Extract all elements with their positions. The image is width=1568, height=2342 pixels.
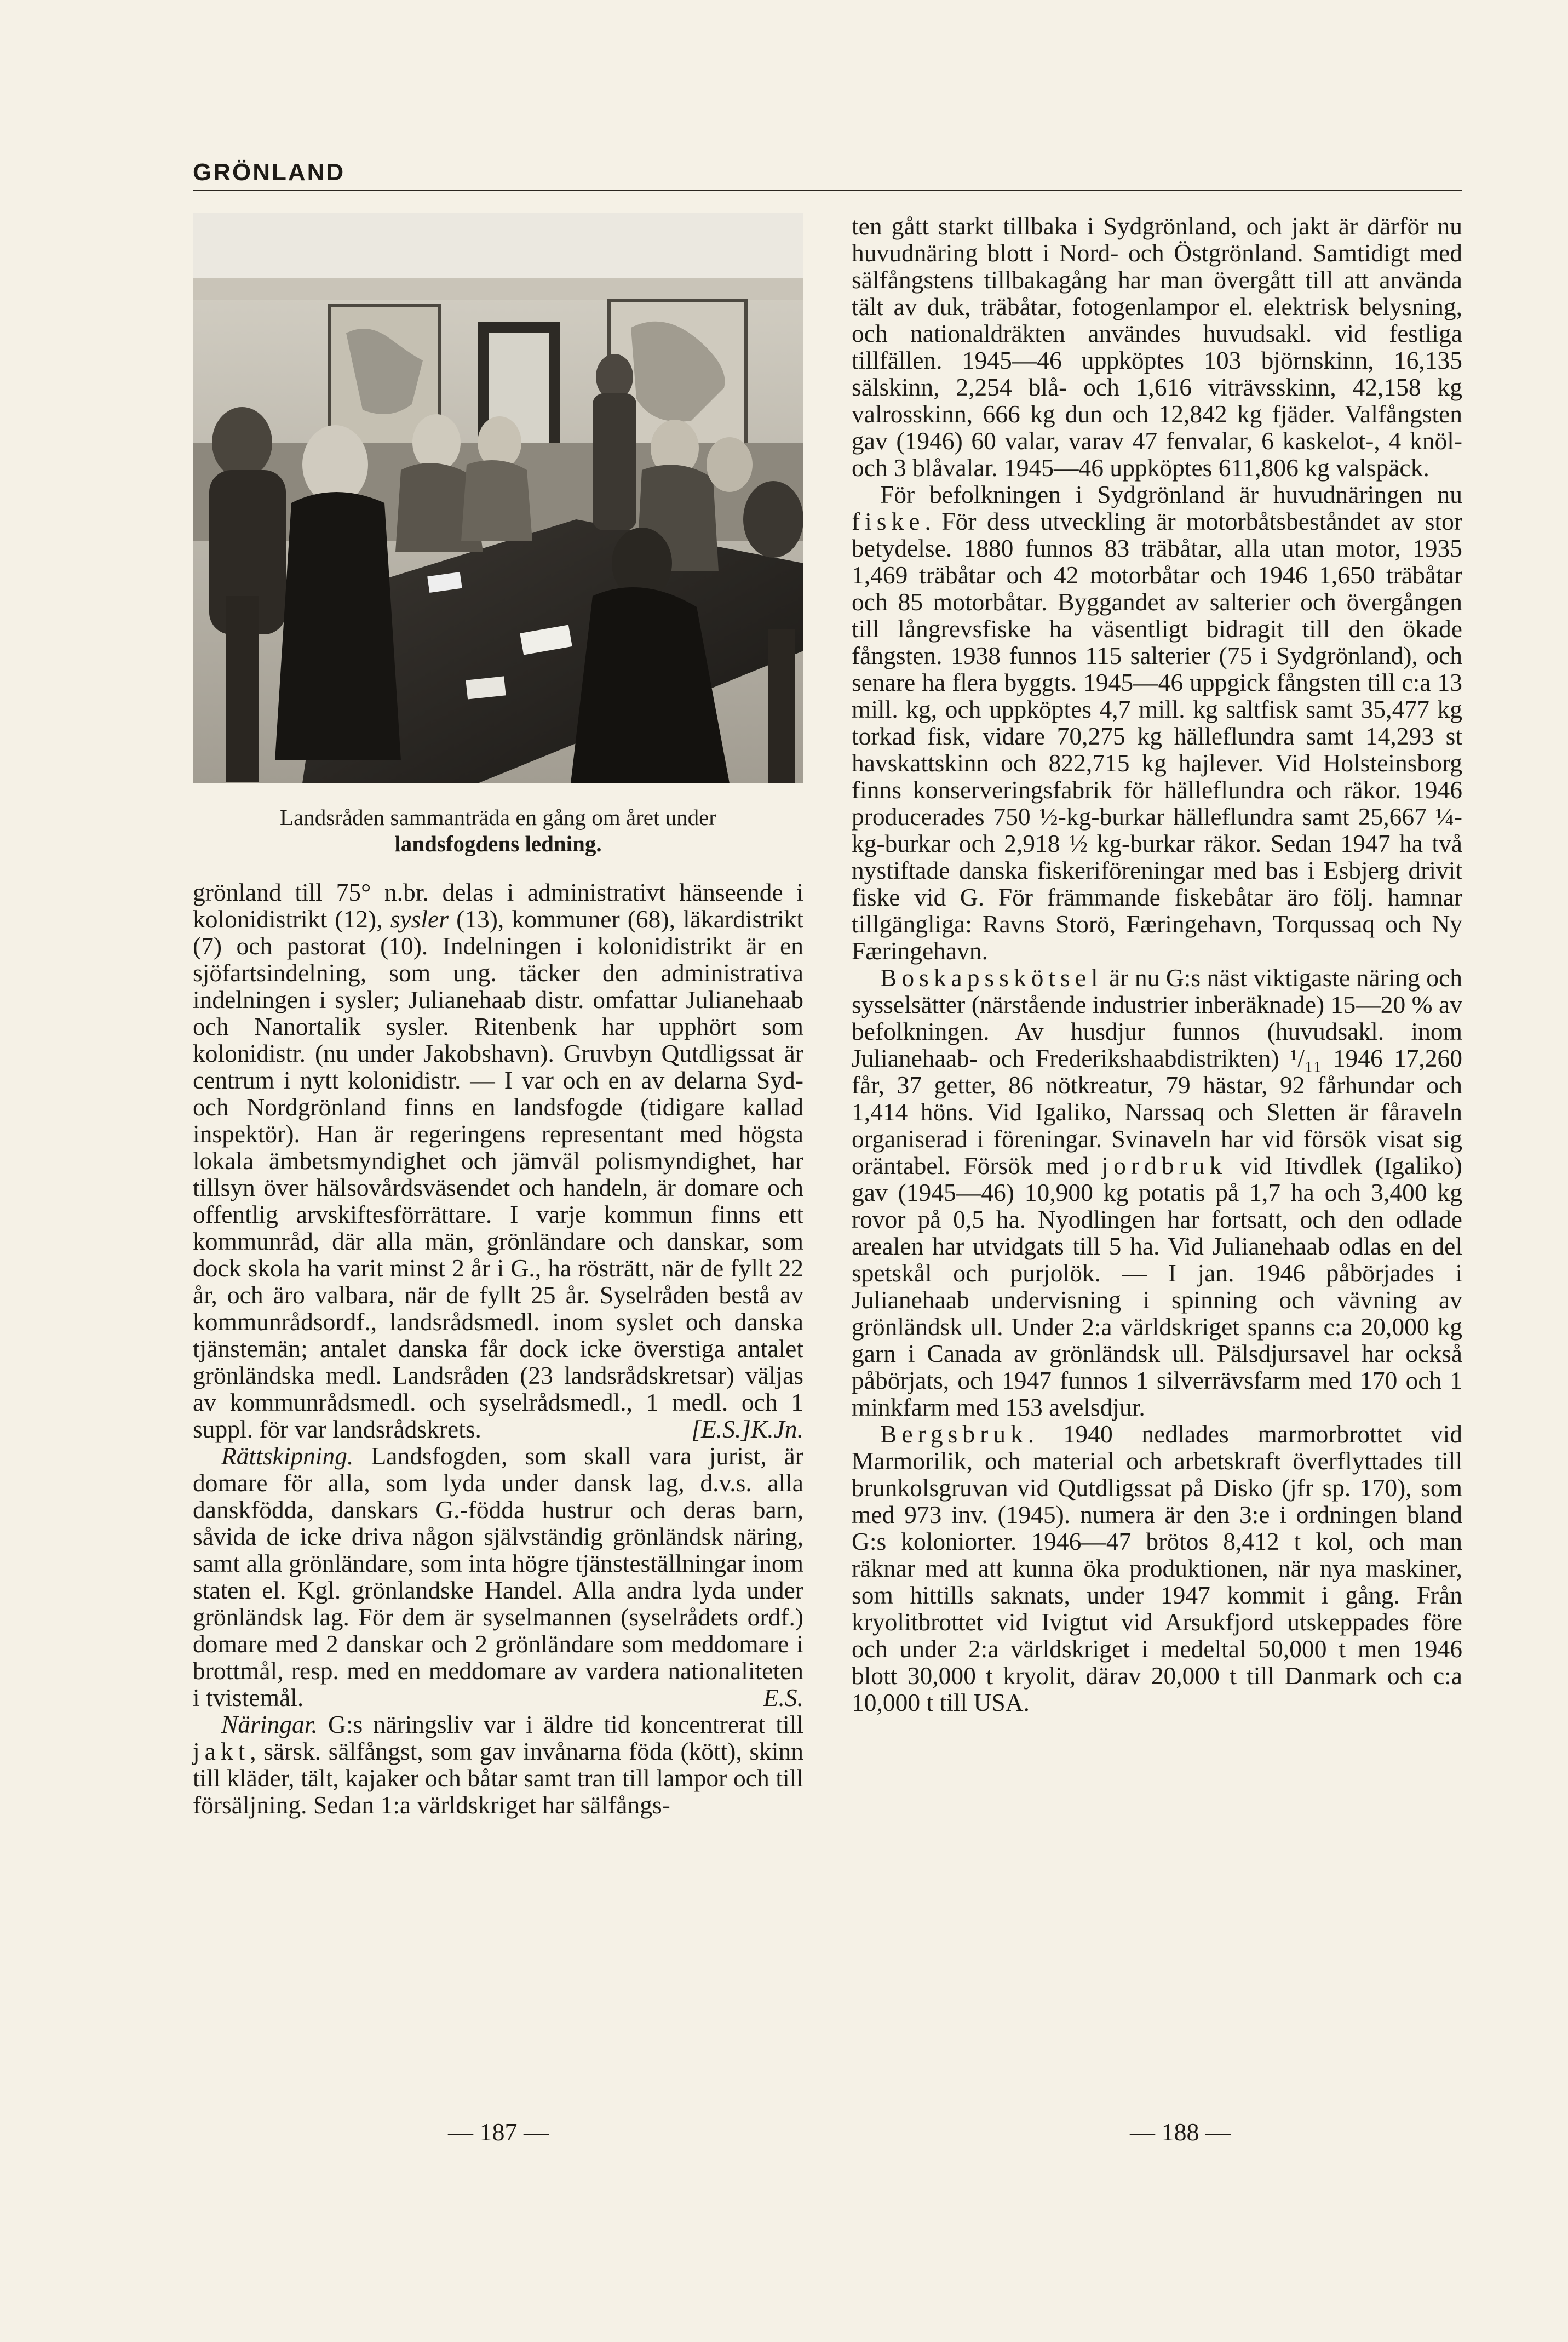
jordbruk-term: jordbruk: [1101, 1152, 1227, 1179]
paragraph-salfangst: ten gått starkt tillbaka i Sydgrönland, och jakt är därför nu huvudnäring blott i Nord- och Östgrönland. Samtidigt med sälfångstens tillbakagång har man övergått till att använda tält av duk, träbåtar, fotogenlampor el. elektrisk belysning, och nationaldräkten användes huvudsakl. vid festliga tillfällen. 1945—46 uppköptes 103 björnskinn, 16,135 sälskinn, 2,254 blå- och 1,616 viträvsskinn, 42,158 kg valrosskinn, 666 kg dun och 12,842 kg fjäder. Valfångsten gav (1946) 60 valar, varav 47 fenvalar, 6 kaskelot-, 4 knöl- och 3 blåvalar. 1945—46 uppköptes 611,806 kg valspäck.: [852, 212, 1462, 482]
page-number-right: — 188 —: [1130, 2118, 1231, 2146]
jakt-term: jakt: [193, 1737, 250, 1765]
boskapsskotsel-text-cont: vid Itivdlek (Igaliko) gav (1945—46) 10,900 kg potatis på 1,7 ha och 3,400 kg rovor på 0,5 ha. Nyodlingen har fortsatt, och den odlade arealen har utvidgats till 5 ha. Vid Julianehaab odlas en del spetskål och purjolök. — I jan. 1946 påbörjades i Julianehaab undervisning i spinning och vävning av grönländsk ull. Under 2:a världskriget spanns c:a 20,000 kg garn i Canada av grönländsk ull. Pälsdjursavel har också påbörjats, och 1947 funnos 1 silverrävsfarm med 170 och 1 minkfarm med 153 avelsdjur.: [852, 1152, 1462, 1421]
header-rule: [193, 190, 1462, 191]
meeting-photo: [193, 213, 803, 783]
page-number-left: — 187 —: [448, 2118, 549, 2146]
rattskipning-text: Landsfogden, som skall vara jurist, är domare för alla, som lyda under dansk lag, d.v.s. alla danskfödda, danskars G.-födda hustrur och deras barn, såvida de icke driva någon självständig grönländsk näring, samt alla grönländare, som inta högre tjänsteställningar inom staten el. Kgl. grönlandske Handel. Alla andra lyda under grönländsk lag. För dem är syselmannen (syselrådets ordf.) domare med 2 danskar och 2 grönländare som meddomare i brottmål, resp. med en meddomare av vardera nationaliteten i tvistemål.: [193, 1442, 803, 1711]
administration-text-cont: (13), kommuner (68), läkardistrikt (7) och pastorat (10). Indelningen i kolonidistrikt är en sjöfartsindelning, som ung. täcker den administrativa indelningen i sysler; Julianehaab distr. omfattar Julianehaab och Nanortalik sysler. Ritenbenk har upphört som kolonidistr. (nu under Jakobshavn). Gruvbyn Qutdligssat är centrum i nytt kolonidistr. — I var och en av delarna Syd- och Nordgrönland finns en landsfogde (tidigare kallad inspektör). Han är regeringens representant med högsta lokala ämbetsmyndighet och jämväl polismyndighet, har tillsyn över hälsovårdsväsendet och handeln, är domare och offentlig arvskiftesförrättare. I varje kommun finns ett kommunråd, där alla män, grönländare och danskar, som dock skola ha varit minst 2 år i G., ha rösträtt, när de fyllt 22 år, och äro valbara, när de fyllt 25 år. Syselråden bestå av kommunrådsordf., landsrådsmedl. inom syslet och danska tjänstemän; antalet danska får dock icke överstiga antalet grönländska medl. Landsråden (23 landsrådskretsar) väljas av kommunrådsmedl. och syselrådsmedl., 1 medl. och 1 suppl. för var landsrådskrets.: [193, 905, 803, 1443]
boskapsskotsel-text: är nu G:s näst viktigaste näring och sysselsätter (närstående industrier inberäknade) 15—20 % av befolkningen. Av husdjur funnos (huvudsakl. inom Julianehaab- och Frederikshaabdistrikten) ¹/₁₁ 1946 17,260 får, 37 getter, 86 nötkreatur, 79 hästar, 92 fårhundar och 1,414 höns. Vid Igaliko, Narssaq och Sletten är fåraveln organiserad i föreningar. Svinaveln har vid försök visat sig oräntabel. Försök med: [852, 964, 1462, 1179]
fiske-text: För befolkningen i Sydgrönland är huvudnäringen nu: [880, 480, 1462, 508]
paragraph-administration: [193, 879, 803, 1442]
naringar-text: G:s näringsliv var i äldre tid koncentrerat till: [317, 1710, 803, 1738]
meeting-photo-image: [193, 213, 803, 783]
fiske-text-cont: . För dess utveckling är motorbåtsbeståndet av stor betydelse. 1880 funnos 83 träbåtar, alla utan motor, 1935 1,469 träbåtar och 42 motorbåtar och 1946 1,650 träbåtar och 85 motorbåtar. Byggandet av salterier och övergången till långrevsfiske ha väsentligt bidragit till den ökade fångsten. 1938 funnos 115 salterier (75 i Sydgrönland), och senare ha flera byggts. 1945—46 uppgick fångsten till c:a 13 mill. kg, och uppköptes 4,7 mill. kg saltfisk samt 35,477 kg torkad fisk, vidare 70,275 kg hälleflundra samt 14,293 st havskattskinn och 822,715 kg hajlever. Vid Holsteinsborg finns konserveringsfabrik för hälleflundra och räkor. 1946 producerades 750 ½-kg-burkar hälleflundra samt 25,667 ¼-kg-burkar och 2,918 ½ kg-burkar räkor. Sedan 1947 ha två nystiftade danska fiskeriföreningar med bas i Esbjerg drivit fiske vid G. För främmande fiskebåtar äro följ. hamnar tillgängliga: Ravns Storö, Færingehavn, Torqussaq och Ny Færingehavn.: [852, 507, 1462, 965]
sysler-term: sysler: [390, 905, 449, 933]
naringar-heading: Näringar.: [221, 1710, 318, 1738]
author-signature-1: [E.S.]K.Jn.: [691, 1415, 803, 1443]
caption-line-2: landsfogdens ledning.: [394, 831, 602, 856]
paragraph-bergsbruk: [852, 1421, 1462, 1716]
naringar-text-cont: , särsk. sälfångst, som gav invånarna föda (kött), skinn till kläder, tält, kajaker och båtar samt tran till lampor och till försäljning. Sedan 1:a världskriget har sälfångs-: [193, 1737, 803, 1819]
paragraph-rattskipning: [193, 1442, 803, 1711]
paragraph-fiske: [852, 481, 1462, 964]
caption-line-1: Landsråden sammanträda en gång om året under: [280, 805, 716, 830]
photo-caption: [193, 804, 803, 857]
bergsbruk-text: . 1940 nedlades marmorbrottet vid Marmorilik, och material och arbetskraft överflyttades till brunkolsgruvan vid Qutdligssat på Disko (jfr sp. 170), som med 973 inv. (1945). numera är den 3:e i ordningen bland G:s koloniorter. 1946—47 brötos 8,412 t kol, och man räknar med att kunna öka produktionen, när nya maskiner, som hittills saknats, under 1947 kommit i gång. Från kryolitbrottet vid Ivigtut vid Arsukfjord utskeppades före och under 2:a världskriget i medeltal 50,000 t men 1946 blott 30,000 t kryolit, därav 20,000 t till Danmark och c:a 10,000 t till USA.: [852, 1420, 1462, 1716]
administration-text: grönland till 75° n.br. delas i administrativt hänseende i kolonidistrikt (12),: [193, 878, 803, 933]
rattskipning-heading: Rättskipning.: [221, 1442, 354, 1470]
paragraph-boskapsskotsel: [852, 964, 1462, 1421]
fiske-term: fiske: [852, 507, 925, 535]
boskapsskotsel-heading: Boskapsskötsel: [880, 964, 1103, 992]
bergsbruk-heading: Bergsbruk: [880, 1420, 1028, 1448]
left-column: [193, 213, 803, 1818]
running-header: GRÖNLAND: [193, 159, 346, 186]
paragraph-naringar: [193, 1711, 803, 1818]
right-column: [852, 213, 1462, 1716]
author-signature-2: E.S.: [763, 1684, 803, 1711]
